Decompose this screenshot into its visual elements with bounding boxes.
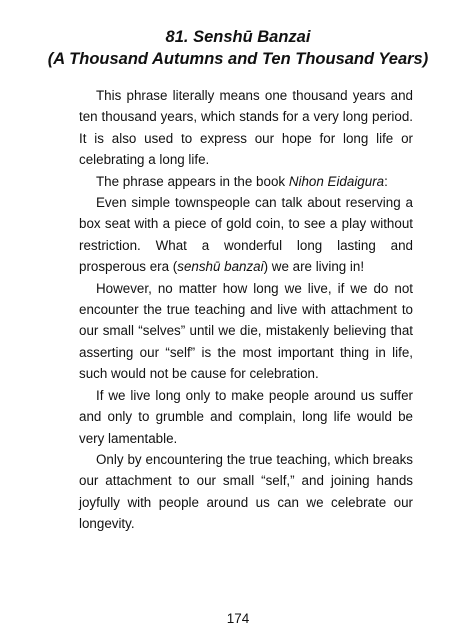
block-quote [79,192,413,278]
quote-text-start: Even simple townspeople can talk about reserving a box seat with a piece of gold coin, to see a play without restriction. What a wonderful long lasting and prosperous era ( [79,195,413,275]
paragraph-4: Only by encountering the true teaching, which breaks our attachment to our small “self,” and joining hands joyfully with people around us can we celebrate our longevity. [79,451,413,532]
page-number: 174 [226,611,250,626]
chapter-subtitle: (A Thousand Autumns and Ten Thousand Years) [47,50,429,68]
quote-term: senshū banzai [177,259,264,275]
body-text [79,85,413,535]
paragraph-3: If we live long only to make people around us suffer and only to grumble and complain, long life would be very lamentable. [79,387,413,446]
quote-intro-colon: : [384,173,388,189]
book-title: Nihon Eidaigura [288,173,385,189]
paragraph-2: However, no matter how long we live, if we do not encounter the true teaching and live with attachment to our small “selves” until we die, mistakenly believing that asserting our “self” is the most important thing in life, such would not be cause for celebration. [79,280,413,382]
quote-intro-text: The phrase appears in the book [96,173,289,189]
quote-text-end: ) we are living in! [263,259,365,275]
chapter-title: 81. Senshū Banzai [165,28,311,46]
paragraph-1: This phrase literally means one thousand years and ten thousand years, which stands for a very long period. It is also used to express our hope for long life or celebrating a long life. [79,88,413,168]
quote-intro [79,171,413,192]
